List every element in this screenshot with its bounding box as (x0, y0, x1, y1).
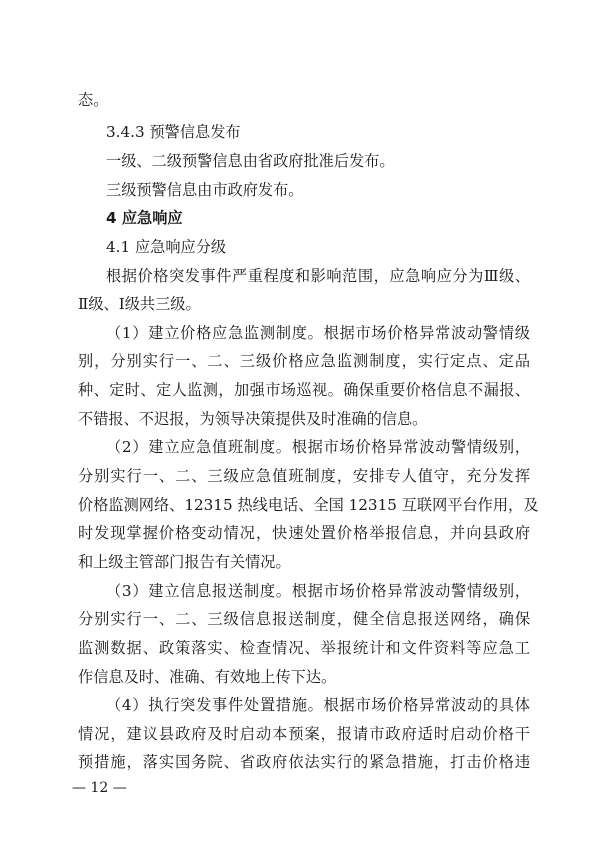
paragraph-line: 不错报、不迟报，为领导决策提供及时准确的信息。 (78, 410, 428, 428)
paragraph-line: 情况，建议县政府及时启动本预案，报请市政府适时启动价格干 (78, 725, 530, 743)
paragraph-line: 别，分别实行一、二、三级价格应急监测制度，实行定点、定品 (78, 352, 530, 370)
paragraph-line: 种、定时、定人监测，加强市场巡视。确保重要价格信息不漏报、 (78, 381, 530, 399)
paragraph-line: （2）建立应急值班制度。根据市场价格异常波动警情级别， (106, 438, 530, 456)
paragraph-line: 作信息及时、准确、有效地上传下达。 (78, 668, 337, 686)
paragraph-line: 分别实行一、二、三级信息报送制度，健全信息报送网络，确保 (78, 610, 530, 628)
paragraph-line: Ⅱ级、Ⅰ级共三级。 (78, 295, 201, 313)
paragraph-line: （1）建立价格应急监测制度。根据市场价格异常波动警情级 (106, 324, 530, 342)
paragraph-line: 和上级主管部门报告有关情况。 (78, 553, 291, 571)
paragraph-line: 时发现掌握价格变动情况，快速处置价格举报信息，并向县政府 (78, 524, 530, 542)
paragraph-line: （4）执行突发事件处置措施。根据市场价格异常波动的具体 (106, 696, 530, 714)
text-line: 一级、二级预警信息由省政府批准后发布。 (106, 152, 395, 170)
chapter-heading: 4 应急响应 (106, 209, 183, 227)
text-line: 态。 (78, 91, 109, 109)
paragraph-line: 监测数据、政策落实、检查情况、举报统计和文件资料等应急工 (78, 639, 530, 657)
text-line: 三级预警信息由市政府发布。 (106, 181, 304, 199)
paragraph-line: （3）建立信息报送制度。根据市场价格异常波动警情级别， (106, 582, 530, 600)
page-number: — 12 — (72, 780, 127, 796)
section-heading: 3.4.3 预警信息发布 (106, 123, 241, 141)
paragraph-line: 分别实行一、二、三级应急值班制度，安排专人值守，充分发挥 (78, 467, 530, 485)
paragraph-line: 价格监测网络、12315 热线电话、全国 12315 互联网平台作用，及 (78, 496, 539, 514)
paragraph-line: 根据价格突发事件严重程度和影响范围，应急响应分为Ⅲ级、 (106, 267, 530, 285)
paragraph-line: 预措施，落实国务院、省政府依法实行的紧急措施，打击价格违 (78, 753, 530, 771)
section-heading: 4.1 应急响应分级 (106, 238, 227, 256)
